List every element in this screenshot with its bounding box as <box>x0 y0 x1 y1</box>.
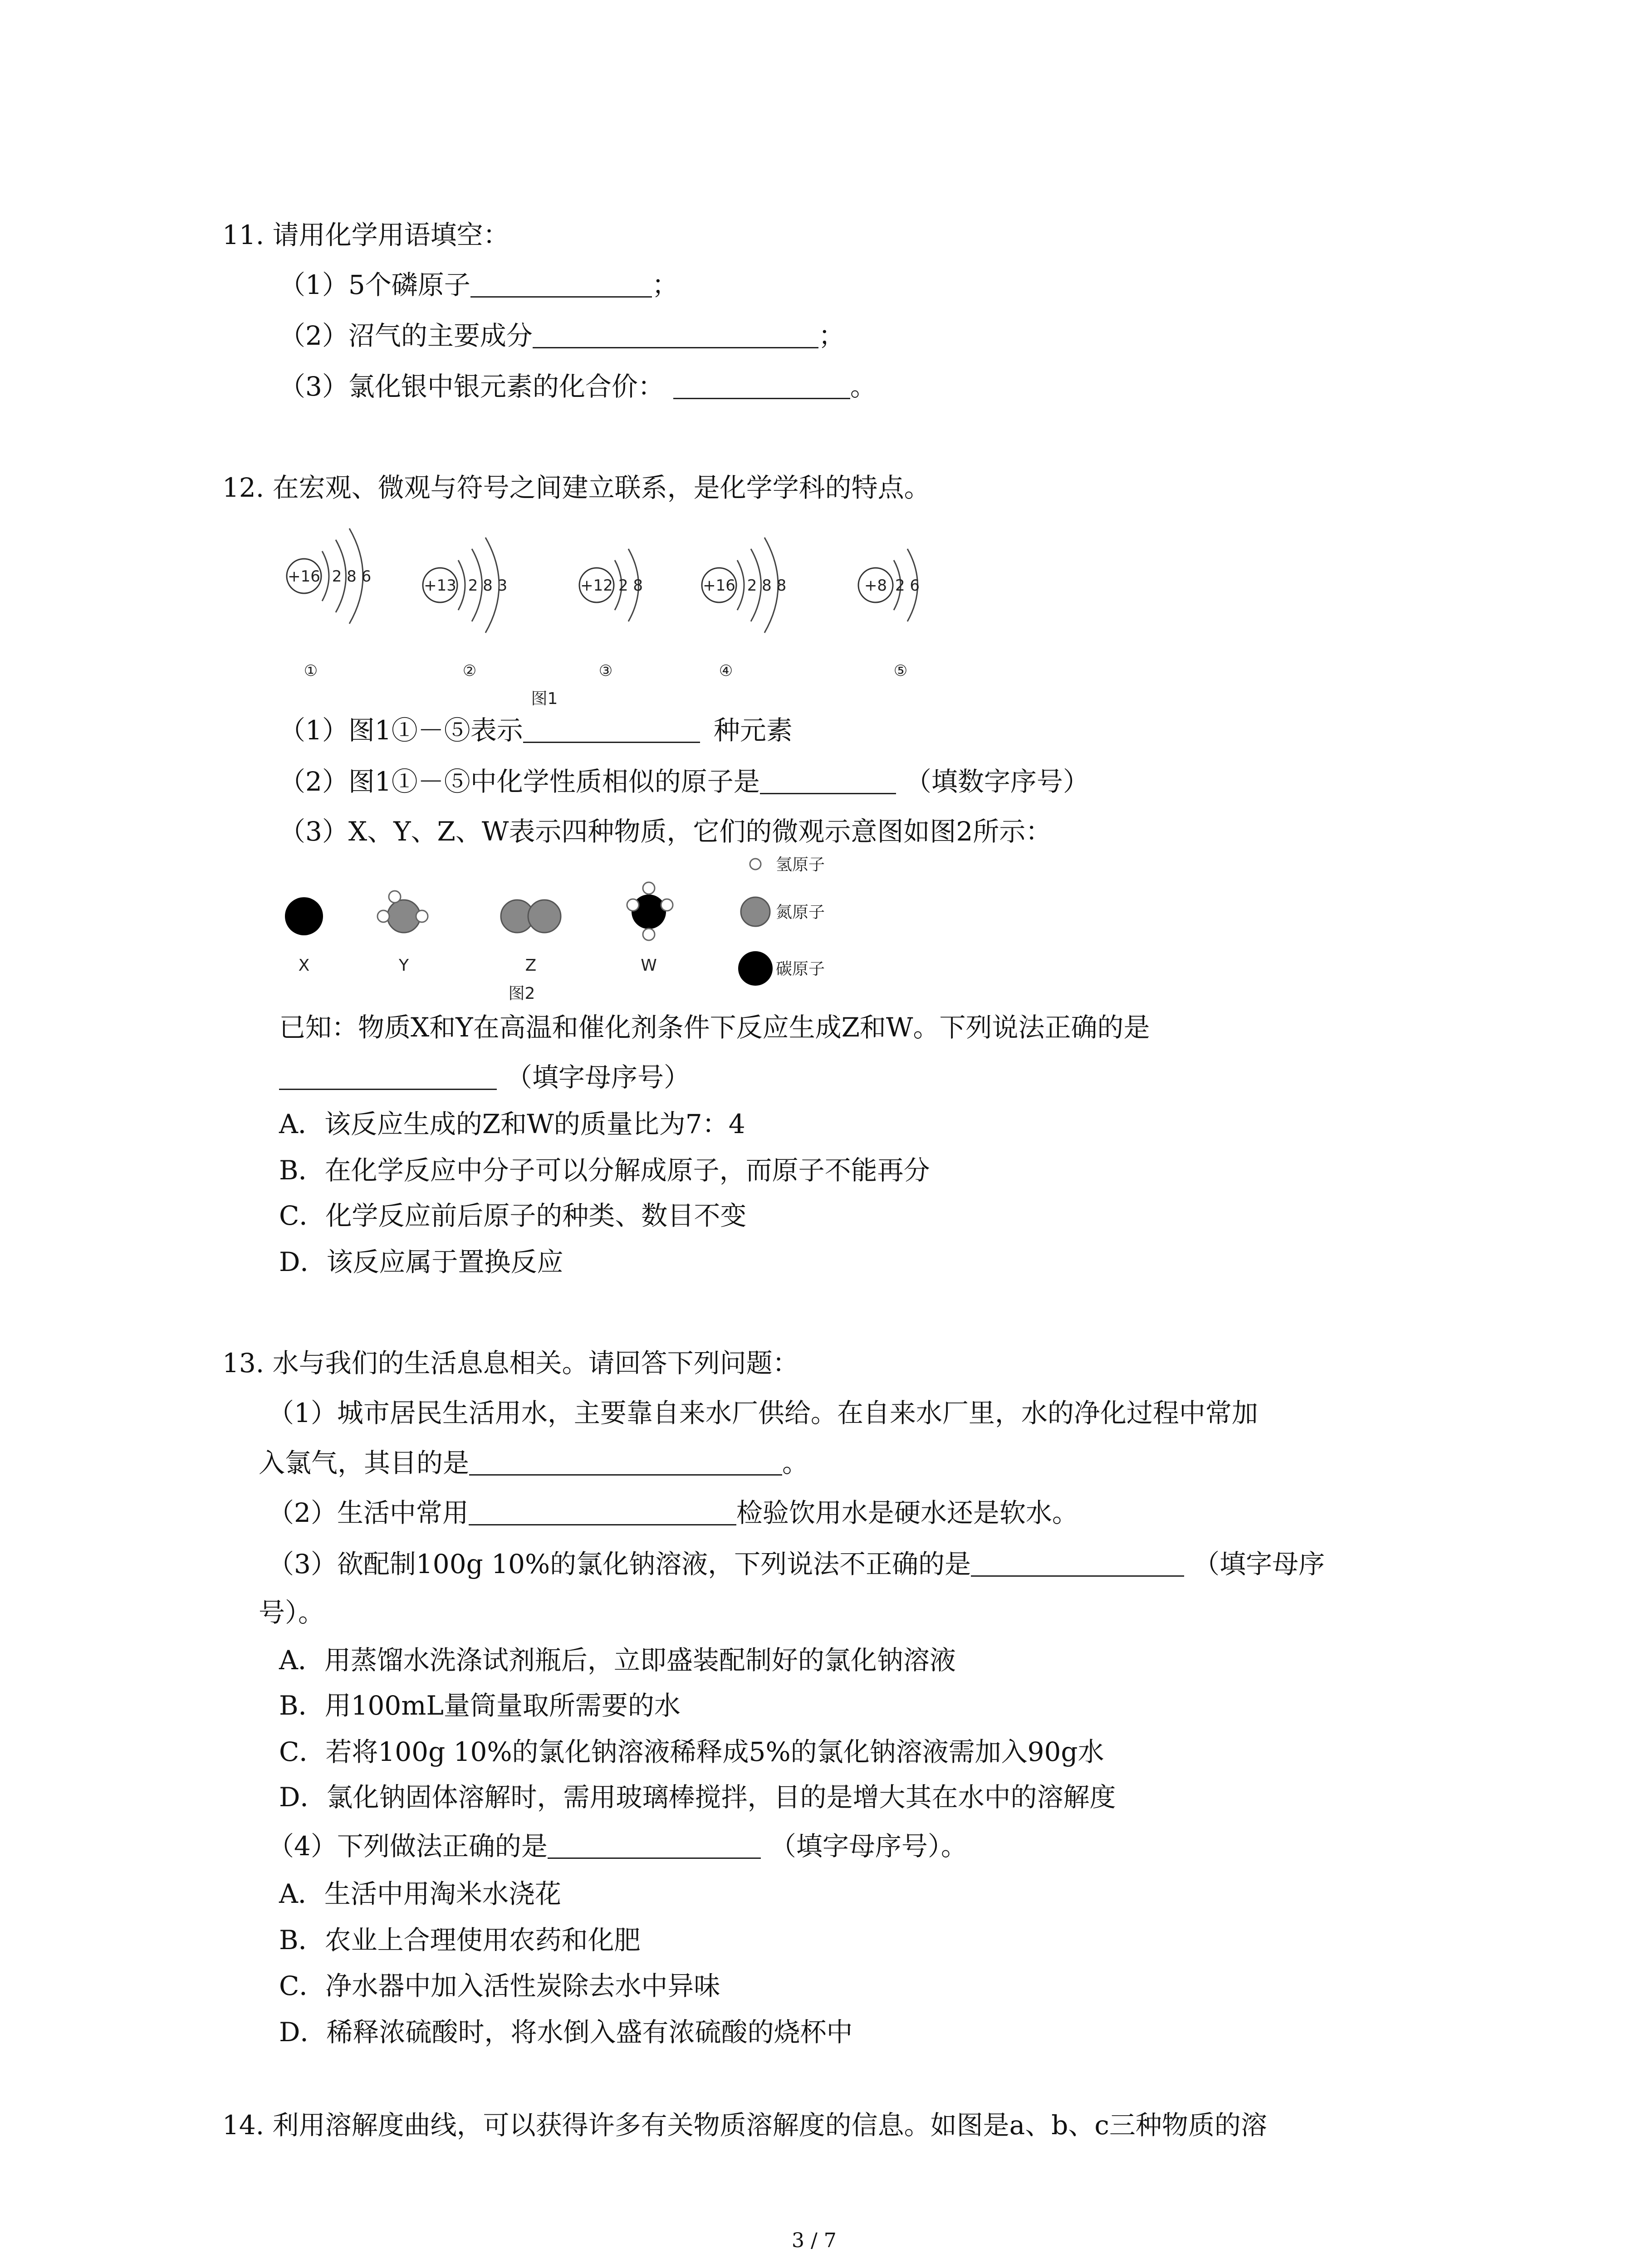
q13-option3-b: B．用100mL量筒量取所需要的水 <box>279 1690 681 1721</box>
q12-option-c: C．化学反应前后原子的种类、数目不变 <box>279 1200 747 1231</box>
q13-option4-d: D．稀释浓硫酸时，将水倒入盛有浓硫酸的烧杯中 <box>279 2017 853 2048</box>
q11-part3-end: 。 <box>850 371 877 402</box>
molecule-w <box>627 882 673 975</box>
q12-part1-end: 种元素 <box>713 715 793 746</box>
q13-part3a-end: （填字母序 <box>1193 1549 1325 1579</box>
legend-nitrogen: 氮原子 <box>776 903 825 922</box>
figure-2-caption: 图2 <box>508 984 535 1003</box>
atom-diagram-4 <box>702 538 786 680</box>
q13-part4-end: （填字母序号）。 <box>769 1831 967 1862</box>
q12-known-blank[interactable] <box>279 1061 497 1090</box>
q12-option-d: D．该反应属于置换反应 <box>279 1246 563 1277</box>
figure-2-legend <box>738 855 825 986</box>
q13-option3-d: D．氯化钠固体溶解时，需用玻璃棒搅拌，目的是增大其在水中的溶解度 <box>279 1782 1116 1813</box>
atom-4-number: ④ <box>719 662 733 680</box>
q11-part2-text: （2）沼气的主要成分 <box>279 320 533 351</box>
atom-5-nucleus: +8 <box>864 577 887 595</box>
atom-2-number: ② <box>462 662 477 680</box>
atom-diagram-1 <box>287 528 371 680</box>
q11-part1-blank[interactable] <box>470 269 652 298</box>
q13-part1-end: 。 <box>782 1447 809 1478</box>
atom-1-number: ① <box>304 662 318 680</box>
q13-option4-c: C．净水器中加入活性炭除去水中异味 <box>279 1970 720 2001</box>
q12-part1-blank[interactable] <box>523 714 700 743</box>
q11-part2-blank[interactable] <box>533 320 818 348</box>
q12-part1-text: （1）图1①－⑤表示 <box>279 715 523 746</box>
q12-stem: 12. 在宏观、微观与符号之间建立联系，是化学学科的特点。 <box>222 472 931 503</box>
q11-part3-blank[interactable] <box>673 371 850 399</box>
atom-5-shells: 2 6 <box>895 577 920 595</box>
molecule-y-label: Y <box>399 956 409 975</box>
legend-carbon: 碳原子 <box>776 960 825 978</box>
molecule-y <box>377 891 428 975</box>
q13-part1b-text: 入氯气，其目的是 <box>259 1447 470 1478</box>
q13-part1b <box>259 1445 808 1481</box>
q11-part1-end: ； <box>652 269 678 300</box>
q13-option3-a: A．用蒸馏水洗涤试剂瓶后，立即盛装配制好的氯化钠溶液 <box>279 1645 956 1676</box>
q12-option-a: A．该反应生成的Z和W的质量比为7：4 <box>279 1109 745 1139</box>
q13-part3-blank[interactable] <box>971 1548 1184 1577</box>
legend-hydrogen: 氢原子 <box>776 855 825 874</box>
molecule-z <box>501 900 561 975</box>
q13-part4 <box>268 1828 967 1864</box>
atom-2-shells: 2 8 3 <box>468 577 508 595</box>
molecule-x <box>285 897 323 975</box>
figure-2-molecule-models <box>272 853 907 1007</box>
atom-3-shells: 2 8 <box>618 577 643 595</box>
atom-2-nucleus: +13 <box>424 577 456 595</box>
q13-part3a-text: （3）欲配制100g 10%的氯化钠溶液，下列说法不正确的是 <box>268 1549 971 1579</box>
q11-part3 <box>279 368 877 405</box>
molecule-x-label: X <box>298 956 310 975</box>
q12-known-answer <box>279 1059 690 1095</box>
figure-1-caption: 图1 <box>531 689 558 708</box>
q12-part2 <box>279 763 1089 800</box>
page-number: 3 / 7 <box>792 2229 837 2252</box>
q13-option3-c: C．若将100g 10%的氯化钠溶液稀释成5%的氯化钠溶液需加入90g水 <box>279 1736 1104 1767</box>
q11-part3-text: （3）氯化银中银元素的化合价： <box>279 371 664 402</box>
q12-part2-text: （2）图1①－⑤中化学性质相似的原子是 <box>279 766 760 797</box>
q13-part2-text: （2）生活中常用 <box>268 1497 469 1528</box>
atom-diagram-2 <box>423 538 507 680</box>
q12-part2-end: （填数字序号） <box>905 766 1089 797</box>
q14-stem: 14. 利用溶解度曲线，可以获得许多有关物质溶解度的信息。如图是a、b、c三种物质的溶 <box>222 2110 1267 2141</box>
q12-known-end: （填字母序号） <box>506 1062 691 1093</box>
atom-3-nucleus: +12 <box>580 577 613 595</box>
q13-part2-blank[interactable] <box>469 1497 736 1525</box>
atom-1-nucleus: +16 <box>288 567 320 586</box>
q11-stem: 11. 请用化学用语填空： <box>222 220 509 250</box>
q11-part2 <box>279 318 845 354</box>
q13-part1a: （1）城市居民生活用水，主要靠自来水厂供给。在自来水厂里，水的净化过程中常加 <box>268 1398 1258 1428</box>
molecule-w-label: W <box>641 956 657 975</box>
q13-part3b: 号）。 <box>259 1597 325 1628</box>
atom-4-nucleus: +16 <box>703 577 735 595</box>
q12-part3: （3）X、Y、Z、W表示四种物质，它们的微观示意图如图2所示： <box>279 816 1052 847</box>
q13-part4-blank[interactable] <box>548 1830 761 1859</box>
q13-part3a <box>268 1546 1325 1582</box>
q13-part2 <box>268 1495 1078 1531</box>
molecule-z-label: Z <box>525 956 537 975</box>
figure-1-atom-diagrams <box>272 508 975 708</box>
q13-part4-text: （4）下列做法正确的是 <box>268 1831 548 1862</box>
q12-part2-blank[interactable] <box>760 766 896 794</box>
atom-diagram-5 <box>858 549 920 680</box>
q13-part2-end: 检验饮用水是硬水还是软水。 <box>736 1497 1078 1528</box>
q11-part1 <box>279 267 678 303</box>
q12-known: 已知：物质X和Y在高温和催化剂条件下反应生成Z和W。下列说法正确的是 <box>279 1012 1150 1043</box>
atom-1-shells: 2 8 6 <box>332 567 372 586</box>
q11-part2-end: ； <box>818 320 845 351</box>
q13-stem: 13. 水与我们的生活息息相关。请回答下列问题： <box>222 1348 799 1378</box>
atom-3-number: ③ <box>598 662 613 680</box>
q12-option-b: B．在化学反应中分子可以分解成原子，而原子不能再分 <box>279 1155 930 1186</box>
q13-part1-blank[interactable] <box>469 1447 782 1476</box>
atom-diagram-3 <box>579 549 643 680</box>
q12-part1 <box>279 712 793 748</box>
q13-option4-b: B．农业上合理使用农药和化肥 <box>279 1925 641 1955</box>
atom-5-number: ⑤ <box>893 662 908 680</box>
q13-option4-a: A．生活中用淘米水浇花 <box>279 1878 561 1909</box>
atom-4-shells: 2 8 8 <box>747 577 787 595</box>
q11-part1-text: （1）5个磷原子 <box>279 269 470 300</box>
